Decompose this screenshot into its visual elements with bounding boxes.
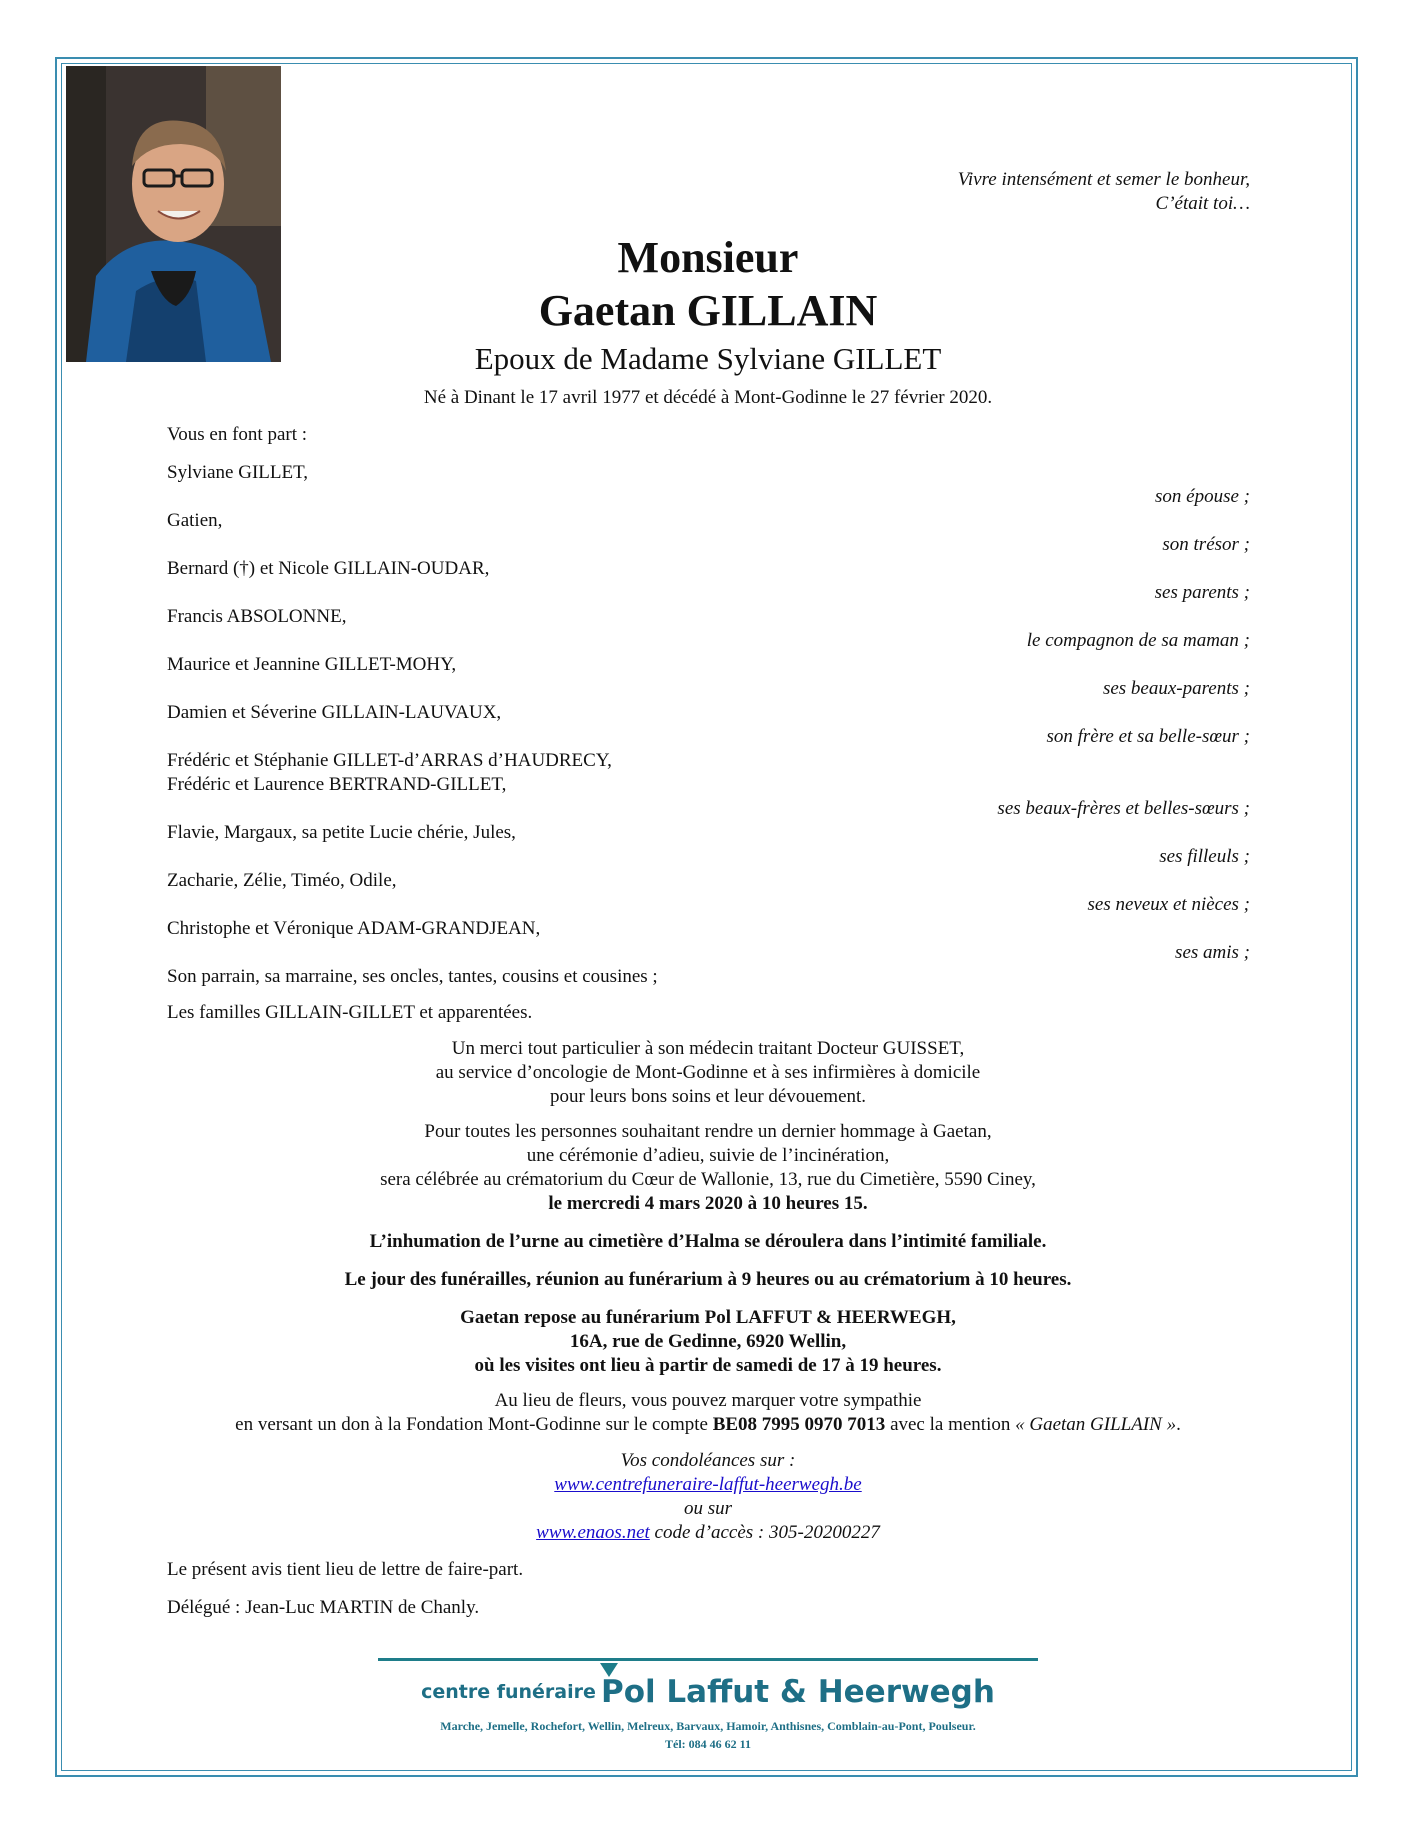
family-name-4: Maurice et Jeannine GILLET-MOHY, <box>167 654 457 675</box>
family-relation-2: ses parents ; <box>1154 582 1250 603</box>
donation-line-1: Au lieu de fleurs, vous pouvez marquer votre sympathie <box>494 1390 922 1411</box>
notice-line: Le présent avis tient lieu de lettre de faire-part. <box>167 1559 524 1580</box>
family-relation-0: son épouse ; <box>1155 486 1250 507</box>
condolences-block <box>0 1449 1416 1545</box>
ceremony-line-2: une cérémonie d’adieu, suivie de l’incinération, <box>526 1145 890 1166</box>
footer-brand-big: Pol Laffut & Heerwegh <box>600 1674 995 1710</box>
family-name-8: Zacharie, Zélie, Timéo, Odile, <box>167 870 397 891</box>
ceremony-block <box>0 1120 1416 1216</box>
intro-line: Vous en font part : <box>167 424 308 445</box>
family-relation-4: ses beaux-parents ; <box>1102 678 1250 699</box>
donation-block <box>0 1389 1416 1437</box>
condolences-link-1[interactable]: www.centrefuneraire-laffut-heerwegh.be <box>554 1474 862 1495</box>
access-code: code d’accès : 305-20200227 <box>649 1522 880 1543</box>
family-relation-7: ses filleuls ; <box>1159 846 1250 867</box>
family-name-0: Sylviane GILLET, <box>167 462 309 483</box>
footer-brand-small: centre funéraire <box>421 1681 596 1703</box>
birth-death-line: Né à Dinant le 17 avril 1977 et décédé à Mont-Godinne le 27 février 2020. <box>423 387 993 408</box>
epigraph-line-1: Vivre intensément et semer le bonheur, <box>957 169 1250 190</box>
donation-line-2 <box>0 1413 1416 1437</box>
condolences-or: ou sur <box>683 1498 733 1519</box>
family-name-1: Gatien, <box>167 510 223 531</box>
family-relation-5: son frère et sa belle-sœur ; <box>1046 726 1250 747</box>
family-name-7: Flavie, Margaux, sa petite Lucie chérie, Jules, <box>167 822 516 843</box>
donation-mention: « Gaetan GILLAIN » <box>1015 1414 1177 1435</box>
family-relation-8: ses neveux et nièces ; <box>1087 894 1250 915</box>
others-line-1: Son parrain, sa marraine, ses oncles, tantes, cousins et cousines ; <box>167 966 658 987</box>
family-relation-1: son trésor ; <box>1162 534 1250 555</box>
ceremony-line-1: Pour toutes les personnes souhaitant rendre un dernier hommage à Gaetan, <box>424 1121 992 1142</box>
footer-rule <box>378 1658 1038 1661</box>
family-name-2: Bernard (†) et Nicole GILLAIN-OUDAR, <box>167 558 490 579</box>
funerarium-line-3: où les visites ont lieu à partir de samedi de 17 à 19 heures. <box>474 1355 942 1376</box>
family-name-6b: Frédéric et Laurence BERTRAND-GILLET, <box>167 774 507 795</box>
footer-tel: Tél: 084 46 62 11 <box>665 1737 751 1751</box>
thanks-line-1: Un merci tout particulier à son médecin traitant Docteur GUISSET, <box>451 1038 965 1059</box>
condolences-label: Vos condoléances sur : <box>620 1450 796 1471</box>
inhumation-line: L’inhumation de l’urne au cimetière d’Halma se déroulera dans l’intimité familiale. <box>369 1231 1047 1252</box>
thanks-line-3: pour leurs bons soins et leur dévouement. <box>549 1086 867 1107</box>
family-name-9: Christophe et Véronique ADAM-GRANDJEAN, <box>167 918 541 939</box>
donation-middle: avec la mention <box>885 1414 1016 1435</box>
ceremony-line-3: sera célébrée au crématorium du Cœur de Wallonie, 13, rue du Cimetière, 5590 Ciney, <box>380 1169 1036 1190</box>
family-name-6a: Frédéric et Stéphanie GILLET-d’ARRAS d’HAUDRECY, <box>167 750 612 771</box>
family-name-5: Damien et Séverine GILLAIN-LAUVAUX, <box>167 702 502 723</box>
ceremony-date: le mercredi 4 mars 2020 à 10 heures 15. <box>548 1193 868 1214</box>
funerarium-line-2: 16A, rue de Gedinne, 6920 Wellin, <box>569 1331 847 1352</box>
family-relation-9: ses amis ; <box>1175 942 1250 963</box>
donation-account: BE08 7995 0970 7013 <box>712 1414 886 1435</box>
deceased-title: Monsieur <box>617 233 799 282</box>
family-relation-3: le compagnon de sa maman ; <box>1026 630 1250 651</box>
footer-towns: Marche, Jemelle, Rochefort, Wellin, Melreux, Barvaux, Hamoir, Anthisnes, Comblain-au-Pont, Poulseur. <box>440 1719 976 1733</box>
deceased-name: Gaetan GILLAIN <box>538 286 878 335</box>
footer-brand <box>0 1674 1416 1710</box>
thanks-block <box>0 1037 1416 1109</box>
funerarium-line-1: Gaetan repose au funérarium Pol LAFFUT & HEERWEGH, <box>460 1307 956 1328</box>
epigraph-line-2: C’était toi… <box>1155 193 1250 214</box>
thanks-line-2: au service d’oncologie de Mont-Godinne et à ses infirmières à domicile <box>435 1062 981 1083</box>
spouse-line: Epoux de Madame Sylviane GILLET <box>474 341 942 376</box>
family-name-3: Francis ABSOLONNE, <box>167 606 347 627</box>
epigraph <box>958 168 1250 216</box>
others-line-2: Les familles GILLAIN-GILLET et apparentées. <box>167 1002 533 1023</box>
donation-prefix: en versant un don à la Fondation Mont-Godinne sur le compte <box>235 1414 713 1435</box>
funerarium-block <box>0 1306 1416 1378</box>
condolences-link-2[interactable]: www.enaos.net <box>536 1522 650 1543</box>
donation-suffix: . <box>1176 1414 1181 1435</box>
delegate-line: Délégué : Jean-Luc MARTIN de Chanly. <box>167 1597 480 1618</box>
family-relation-6: ses beaux-frères et belles-sœurs ; <box>997 798 1250 819</box>
meeting-line: Le jour des funérailles, réunion au funérarium à 9 heures ou au crématorium à 10 heures. <box>344 1269 1072 1290</box>
